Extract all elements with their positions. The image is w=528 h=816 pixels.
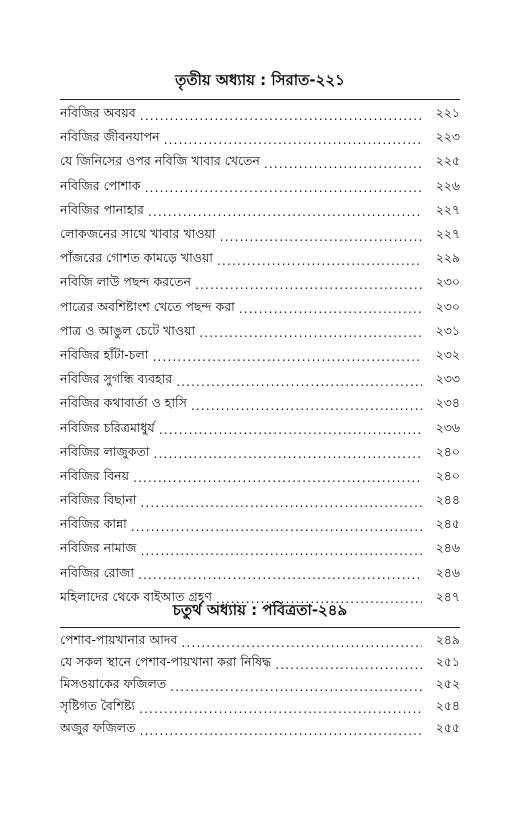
- toc-entry: [60, 631, 460, 653]
- toc-entry: [60, 345, 460, 369]
- entry-title: যে জিনিসের ওপর নবিজি খাবার খেতেন: [60, 153, 260, 169]
- dot-leader: [275, 657, 422, 672]
- toc-entry: [60, 417, 460, 441]
- entry-page-number: ২৫৪: [435, 698, 460, 713]
- dot-leader: [220, 229, 422, 244]
- entry-title: নবিজির কান্না: [60, 516, 127, 532]
- entry-page-number: ২৪৭: [435, 588, 460, 604]
- dot-leader: [170, 679, 422, 694]
- dot-leader: [139, 723, 422, 738]
- entry-page-number: ২২৬: [435, 177, 460, 193]
- dot-leader: [217, 253, 422, 268]
- entry-title: পাঁজরের গোশত কামড়ে খাওয়া: [60, 250, 213, 266]
- entry-title: নবিজির অবয়ব: [60, 105, 136, 121]
- entry-title: নবিজির বিনয়: [60, 467, 129, 483]
- entry-title: লোকজনের সাথে খাবার খাওয়া: [60, 226, 216, 242]
- entry-title: নবিজির হাঁটা-চলা: [60, 346, 149, 362]
- entry-page-number: ২৪৬: [435, 540, 460, 556]
- dot-leader: [181, 635, 422, 650]
- entry-page-number: ২৩০: [435, 298, 460, 314]
- entry-page-number: ২৪৪: [435, 492, 460, 508]
- entry-title: নবিজির পানাহার: [60, 201, 144, 217]
- toc-section-chapter-4: [60, 598, 460, 741]
- entry-page-number: ২২৩: [435, 129, 460, 145]
- toc-entry: [60, 490, 460, 514]
- section-heading: তৃতীয় অধ্যায় : সিরাত-২২১: [175, 71, 345, 89]
- entry-title: পাত্র ও আঙুল চেটে খাওয়া: [60, 322, 196, 338]
- entry-page-number: ২৫২: [435, 676, 460, 691]
- entry-page-number: ২৪০: [435, 443, 460, 459]
- toc-entry: [60, 697, 460, 719]
- dot-leader: [195, 277, 422, 292]
- toc-entry: [60, 653, 460, 675]
- toc-entry: [60, 393, 460, 417]
- entry-title: পেশাব-পায়খানার আদব: [60, 632, 178, 647]
- dot-leader: [138, 567, 422, 582]
- entry-page-number: ২৩২: [435, 346, 460, 362]
- toc-entry: [60, 442, 460, 466]
- entry-page-number: ২২৭: [435, 201, 460, 217]
- dot-leader: [152, 349, 422, 364]
- toc-entry: [60, 151, 460, 175]
- toc-entry: [60, 321, 460, 345]
- heading-rule: [60, 627, 460, 628]
- toc-entry: [60, 538, 460, 562]
- toc-entry: [60, 297, 460, 321]
- entry-title: নবিজির সুগন্ধি ব্যবহার: [60, 371, 173, 387]
- entry-page-number: ২৩০: [435, 274, 460, 290]
- dot-leader: [139, 701, 422, 716]
- toc-entry: [60, 466, 460, 490]
- dot-leader: [140, 543, 422, 558]
- dot-leader: [176, 374, 422, 389]
- entry-page-number: ২২৯: [435, 250, 460, 266]
- entry-page-number: ২৫৫: [435, 720, 460, 735]
- toc-entry: [60, 103, 460, 127]
- toc-entry: [60, 127, 460, 151]
- entry-page-number: ২৪৫: [435, 516, 460, 532]
- entry-title: অজুর ফজিলত: [60, 720, 136, 735]
- dot-leader: [191, 398, 422, 413]
- entry-title: নবিজির পোশাক: [60, 177, 141, 193]
- dot-leader: [164, 132, 422, 147]
- section-heading: চতুর্থ অধ্যায় : পবিত্রতা-২৪৯: [172, 601, 348, 619]
- dot-leader: [131, 519, 422, 534]
- toc-entry: [60, 224, 460, 248]
- toc-entry: [60, 369, 460, 393]
- entry-title: মহিলাদের থেকে বাইআত গ্রহণ: [60, 588, 212, 604]
- entry-page-number: ২৩৬: [435, 419, 460, 435]
- entry-page-number: ২৫১: [435, 654, 460, 669]
- entry-title: নবিজির জীবনযাপন: [60, 129, 160, 145]
- heading-rule: [60, 99, 460, 100]
- entry-page-number: ২৪০: [435, 467, 460, 483]
- dot-leader: [153, 446, 422, 461]
- dot-leader: [140, 495, 422, 510]
- entry-title: যে সকল স্থানে পেশাব-পায়খানা করা নিষিদ্ধ: [60, 654, 272, 669]
- dot-leader: [145, 180, 422, 195]
- dot-leader: [264, 156, 422, 171]
- toc-entry: [60, 675, 460, 697]
- entry-title: নবিজির বিছানা: [60, 492, 137, 508]
- toc-entry: [60, 272, 460, 296]
- entry-title: মিসওয়াকের ফজিলত: [60, 676, 167, 691]
- entry-title: পাত্রের অবশিষ্টাংশ খেতে পছন্দ করা: [60, 298, 235, 314]
- toc-entry: [60, 248, 460, 272]
- toc-entry: [60, 176, 460, 200]
- entry-page-number: ২৪৬: [435, 564, 460, 580]
- dot-leader: [199, 325, 422, 340]
- entry-page-number: ২২১: [435, 105, 460, 121]
- dot-leader: [239, 301, 422, 316]
- toc-section-chapter-3: [60, 68, 460, 611]
- toc-entry: [60, 563, 460, 587]
- entry-page-number: ২৪৯: [435, 632, 460, 647]
- toc-entries: [60, 631, 460, 741]
- entry-page-number: ২২৫: [435, 153, 460, 169]
- dot-leader: [148, 204, 422, 219]
- entry-title: নবিজির রোজা: [60, 564, 134, 580]
- toc-entry: [60, 200, 460, 224]
- toc-entry: [60, 719, 460, 741]
- toc-entries: [60, 103, 460, 611]
- toc-entry: [60, 514, 460, 538]
- entry-title: নবিজি লাউ পছন্দ করতেন: [60, 274, 191, 290]
- entry-title: সৃষ্টিগত বৈশিষ্ট্য: [60, 698, 135, 713]
- entry-title: নবিজির কথাবার্তা ও হাসি: [60, 395, 187, 411]
- entry-title: নবিজির নামাজ: [60, 540, 137, 556]
- dot-leader: [133, 470, 422, 485]
- entry-title: নবিজির লাজুকতা: [60, 443, 150, 459]
- entry-page-number: ২৩৩: [435, 371, 460, 387]
- entry-title: নবিজির চরিত্রমাধুর্য: [60, 419, 155, 435]
- entry-page-number: ২২৭: [435, 226, 460, 242]
- dot-leader: [159, 422, 422, 437]
- entry-page-number: ২৩১: [435, 322, 460, 338]
- entry-page-number: ২৩৪: [435, 395, 460, 411]
- dot-leader: [140, 108, 422, 123]
